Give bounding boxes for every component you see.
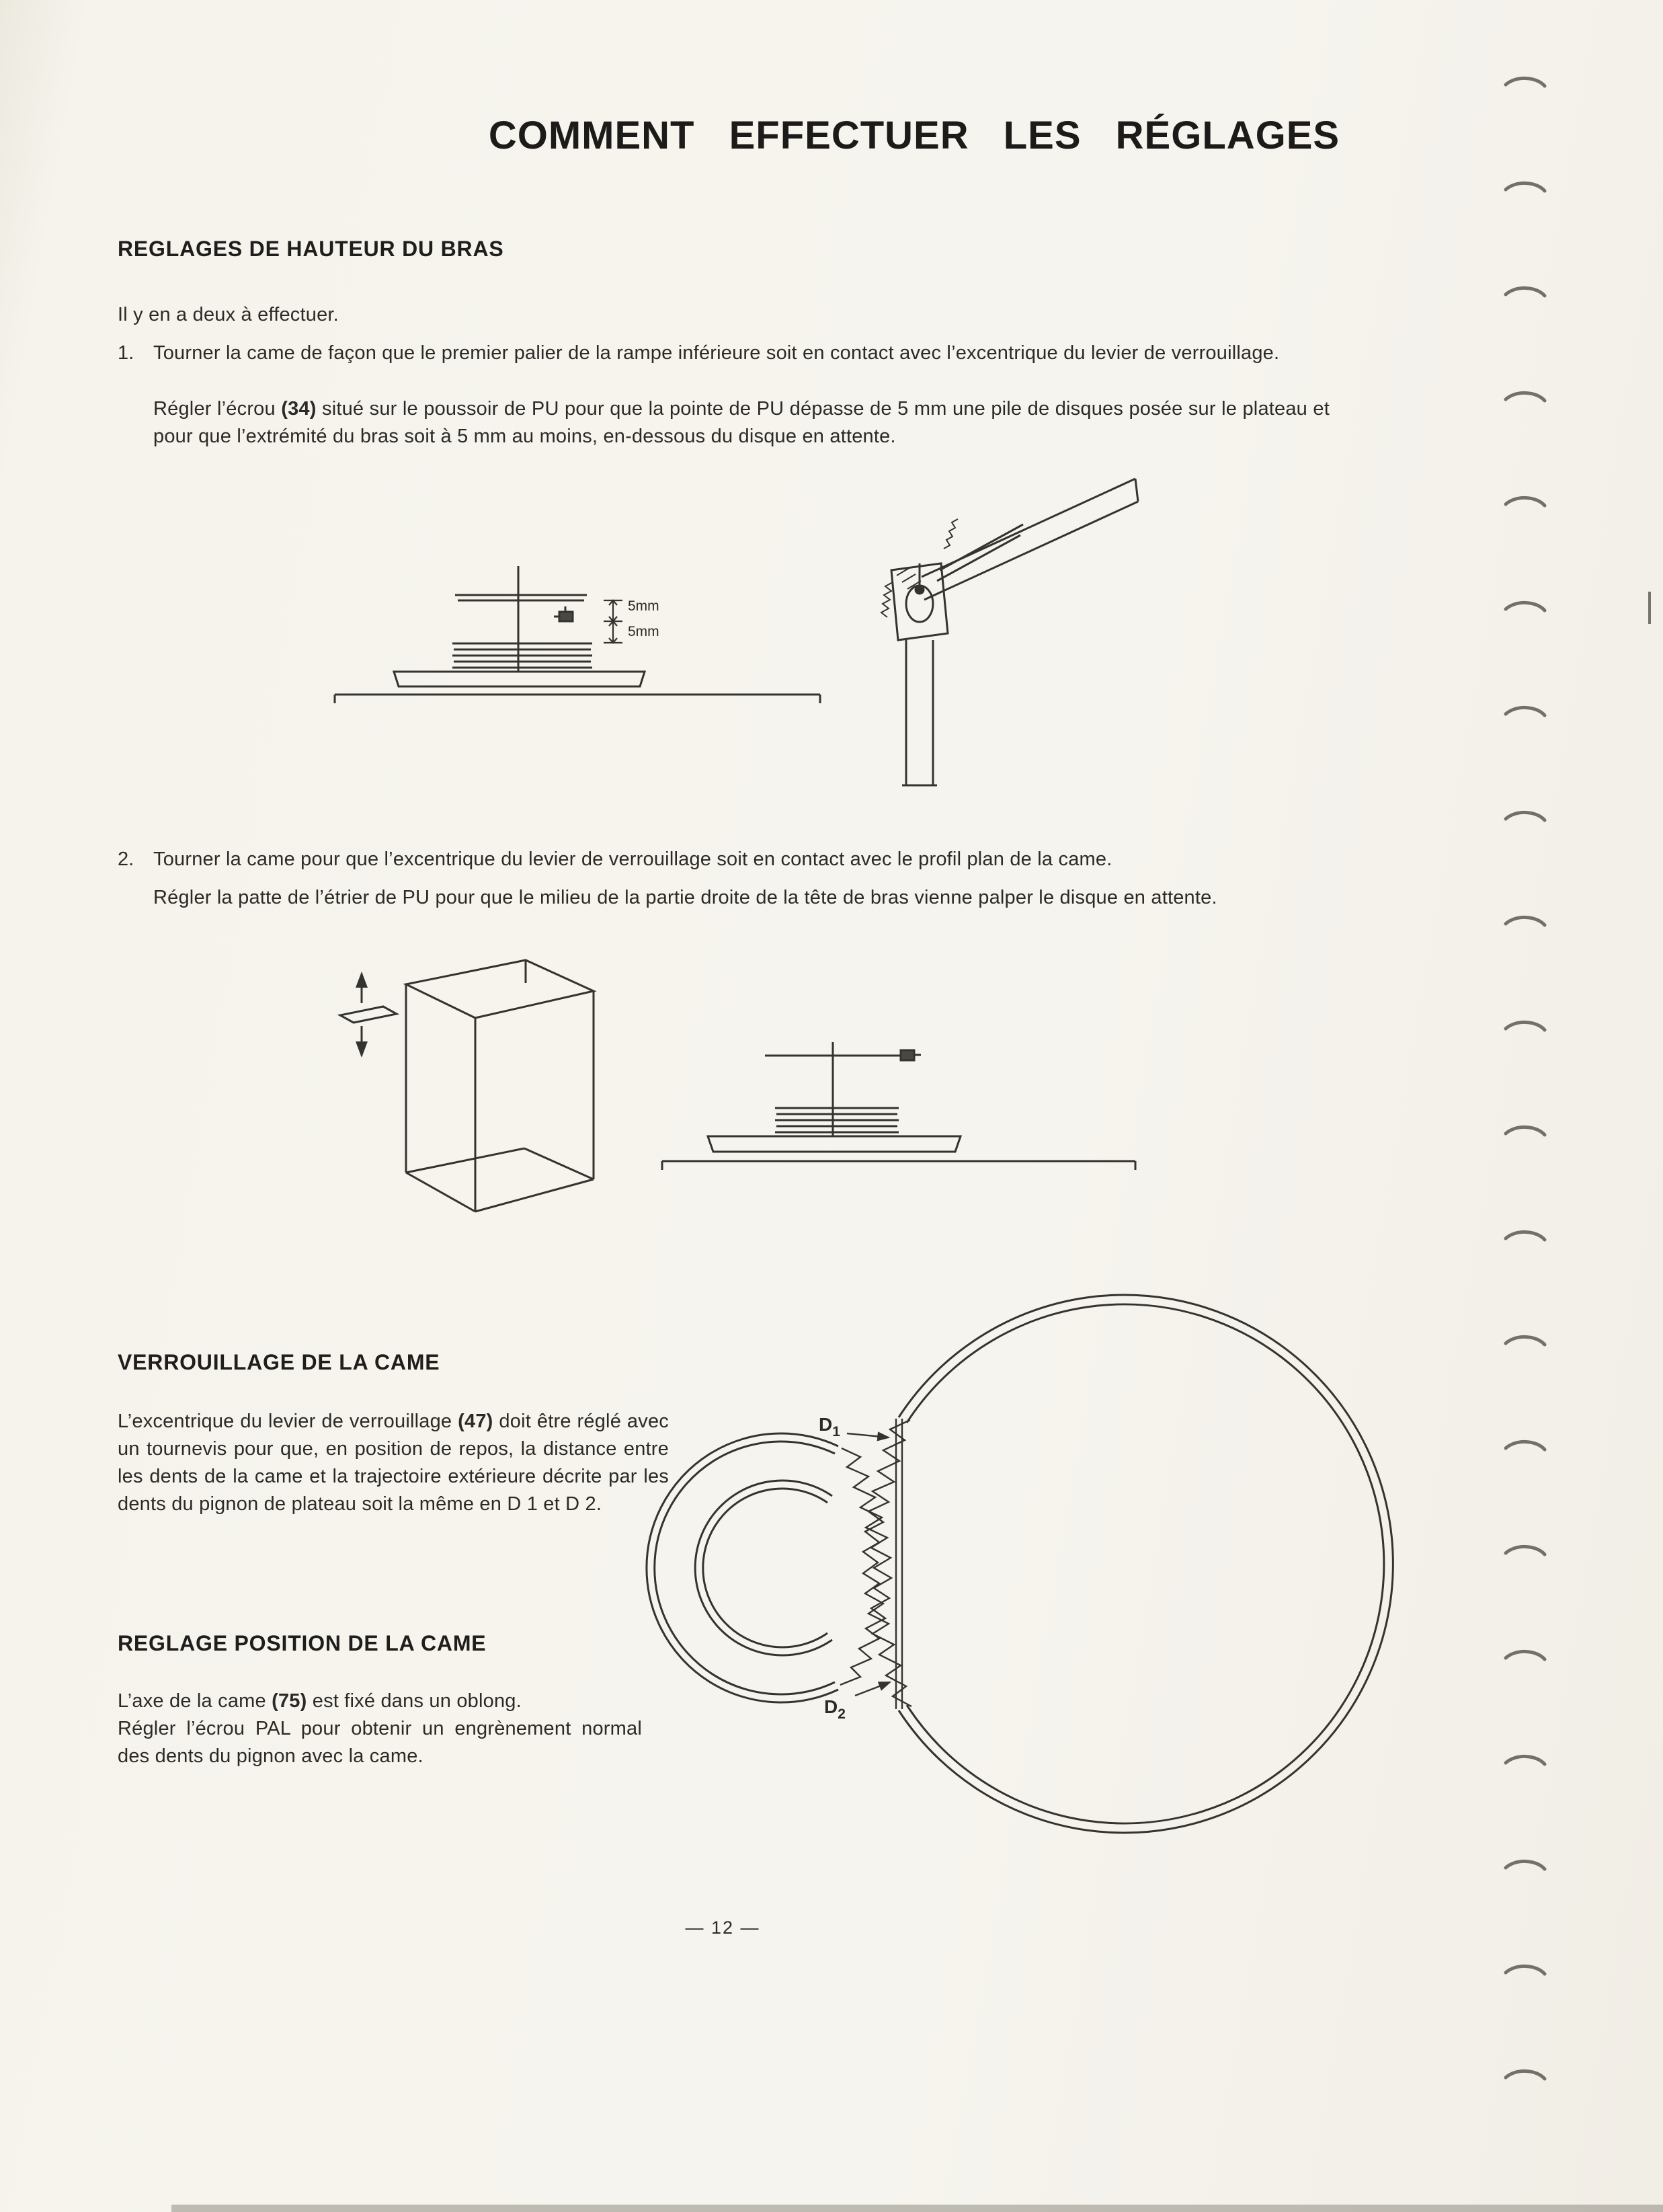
scan-edge-shadow (171, 2205, 1663, 2212)
dim-label-top: 5mm (628, 598, 659, 614)
item1-sub-pre: Régler l’écrou (153, 398, 282, 420)
position-ref-75: (75) (272, 1690, 307, 1712)
item2-subtext: Régler la patte de l’étrier de PU pour que le milieu de la partie droite de la tête de bras vienne palper le disque en attente. (153, 887, 1217, 908)
page-title: COMMENT EFFECTUER LES RÉGLAGES (488, 114, 1340, 157)
verrouillage-body (118, 1408, 669, 1518)
position-post: est fixé dans un oblong. (307, 1690, 522, 1712)
list-number-1: 1. (118, 342, 134, 364)
verrouillage-ref-47: (47) (458, 1411, 493, 1432)
section-heading-verrouillage: VERROUILLAGE DE LA CAME (118, 1350, 440, 1374)
position-pre: L’axe de la came (118, 1690, 272, 1712)
dim-label-bottom: 5mm (628, 624, 659, 639)
bracket-box (406, 960, 594, 1212)
item1-sub-post: situé sur le poussoir de PU pour que la pointe de PU dépasse de 5 mm une pile de disques posée sur le plateau et pour que l’extrémité du bras soit à 5 mm au moins, en-dessous du disque en attente. (153, 398, 1330, 447)
nut-symbol (901, 1050, 921, 1060)
page-number: — 12 — (685, 1918, 760, 1938)
dimension-5mm (604, 600, 622, 643)
section-heading-hauteur: REGLAGES DE HAUTEUR DU BRAS (118, 237, 504, 261)
section-heading-position: REGLAGE POSITION DE LA CAME (118, 1631, 487, 1655)
item1-sub-ref-34: (34) (281, 398, 317, 420)
figure-cam-gear-mesh (625, 1264, 1418, 1883)
item2-text: Tourner la came pour que l’excentrique du levier de verrouillage soit en contact avec le profil plan de la came. (153, 848, 1112, 870)
figure-arm-height-adjustment-2 (323, 943, 1170, 1252)
item1-subtext (153, 395, 1330, 450)
tonearm-head-detail (881, 479, 1138, 785)
position-body-line1 (118, 1688, 669, 1715)
adjustment-plate (340, 974, 397, 1056)
item1-text: Tourner la came de façon que le premier palier de la rampe inférieure soit en contact avec l’excentrique du levier de verrouillage. (153, 342, 1280, 364)
figure-arm-height-adjustment-1 (309, 464, 1183, 820)
label-d1: $D_1$ (819, 1414, 840, 1439)
position-body-line2: Régler l’écrou PAL pour obtenir un engrènement normal des dents du pignon avec la came. (118, 1718, 642, 1767)
verrouillage-pre: L’excentrique du levier de verrouillage (118, 1411, 458, 1432)
list-number-2: 2. (118, 848, 134, 870)
binder-holes (1503, 0, 1564, 2212)
nut-34-symbol (554, 606, 573, 621)
intro-text: Il y en a deux à effectuer. (118, 304, 339, 325)
scan-artifact (1648, 592, 1651, 624)
verrouillage-post: doit être réglé avec un tournevis pour que, en position de repos, la distance entre les dents de la came et la trajectoire extérieure décrite par les dents du pignon de plateau soit la même en D 1 et D 2. (118, 1411, 669, 1515)
label-d2: $D_2$ (824, 1696, 846, 1722)
